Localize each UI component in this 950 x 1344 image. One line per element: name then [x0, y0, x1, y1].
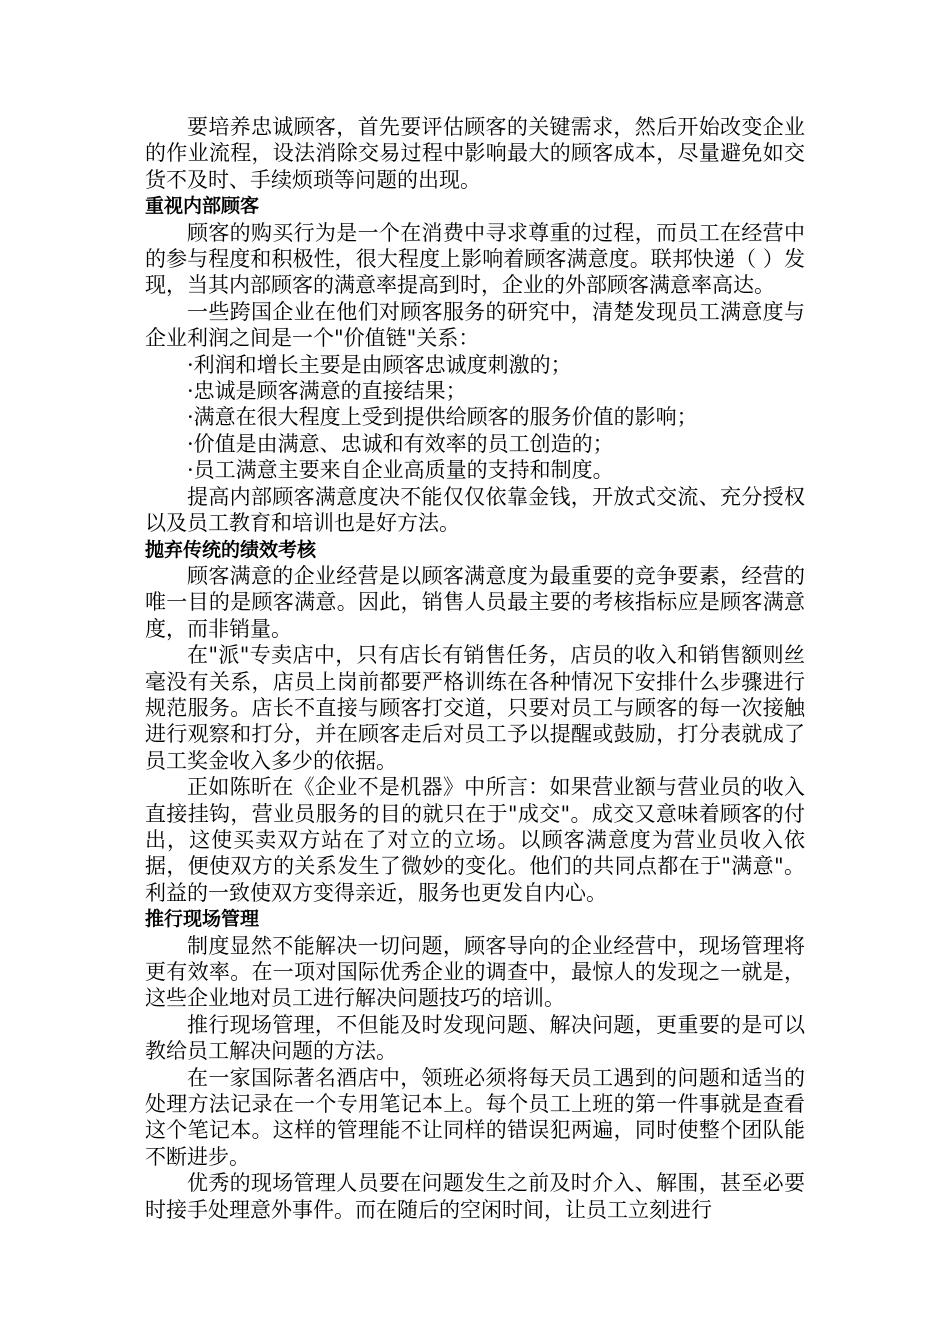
document-page: [145, 114, 805, 1223]
bullet-item: ·员工满意主要来自企业高质量的支持和制度。: [187, 458, 614, 483]
paragraph: 在一家国际著名酒店中，领班必须将每天员工遇到的问题和适当的处理方法记录在一个专用笔记本上。每个员工上班的第一件事就是查看这个笔记本。这样的管理能不让同样的错误犯两遍，同时使整个团队能不断进步。: [145, 1065, 805, 1169]
bullet-item: ·忠诚是顾客满意的直接结果；: [187, 379, 467, 404]
bullet-item: ·满意在很大程度上受到提供给顾客的服务价值的影响；: [187, 405, 698, 430]
paragraph: 制度显然不能解决一切问题，顾客导向的企业经营中，现场管理将更有效率。在一项对国际优秀企业的调查中，最惊人的发现之一就是，这些企业地对员工进行解决问题技巧的培训。: [145, 933, 805, 1011]
section-heading: 推行现场管理: [145, 908, 260, 931]
bullet-item: ·利润和增长主要是由顾客忠诚度刺激的；: [187, 352, 572, 377]
paragraph: 要培养忠诚顾客，首先要评估顾客的关键需求，然后开始改变企业的作业流程，设法消除交易过程中影响最大的顾客成本，尽量避免如交货不及时、手续烦琐等问题的出现。: [145, 115, 805, 192]
paragraph: 顾客满意的企业经营是以顾客满意度为最重要的竞争要素，经营的唯一目的是顾客满意。因此，销售人员最主要的考核指标应是顾客满意度，而非销量。: [145, 563, 805, 641]
paragraph: 正如陈昕在《企业不是机器》中所言：如果营业额与营业员的收入直接挂钩，营业员服务的目的就只在于"成交"。成交又意味着顾客的付出，这使买卖双方站在了对立的立场。以顾客满意度为营业员收入依据，便使双方的关系发生了微妙的变化。他们的共同点都在于"满意"。利益的一致使双方变得亲近，服务也更发自内心。: [145, 775, 805, 905]
paragraph: 优秀的现场管理人员要在问题发生之前及时介入、解围，甚至必要时接手处理意外事件。而在随后的空闲时间，让员工立刻进行: [145, 1171, 805, 1222]
bullet-item: ·价值是由满意、忠诚和有效率的员工创造的；: [187, 431, 614, 456]
paragraph: 顾客的购买行为是一个在消费中寻求尊重的过程，而员工在经营中的参与程度和积极性，很大程度上影响着顾客满意度。联邦快递（ ）发现，当其内部顾客的满意率提高到时，企业的外部顾客满意率高达。: [145, 220, 805, 298]
paragraph: 提高内部顾客满意度决不能仅仅依靠金钱，开放式交流、充分授权以及员工教育和培训也是好方法。: [145, 484, 805, 536]
paragraph: 一些跨国企业在他们对顾客服务的研究中，清楚发现员工满意度与企业利润之间是一个"价值链"关系：: [145, 299, 805, 351]
section-heading: 重视内部顾客: [145, 195, 260, 218]
section-heading: 抛弃传统的绩效考核: [145, 538, 317, 561]
paragraph: 推行现场管理，不但能及时发现问题、解决问题，更重要的是可以教给员工解决问题的方法。: [145, 1012, 805, 1064]
paragraph: 在"派"专卖店中，只有店长有销售任务，店员的收入和销售额则丝毫没有关系，店员上岗前都要严格训练在各种情况下安排什么步骤进行规范服务。店长不直接与顾客打交道，只要对员工与顾客的每一次接触进行观察和打分，并在顾客走后对员工予以提醒或鼓励，打分表就成了员工奖金收入多少的依据。: [145, 643, 805, 773]
